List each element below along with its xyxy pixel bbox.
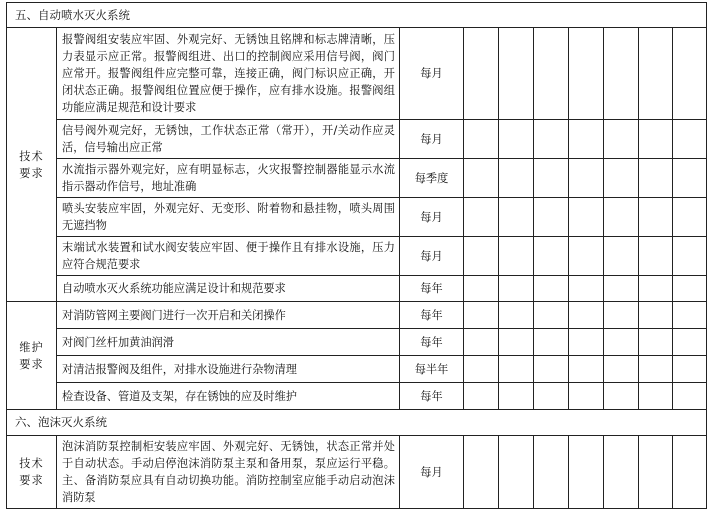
section-header-row bbox=[7, 3, 707, 28]
check-cell bbox=[464, 237, 499, 276]
check-cell bbox=[464, 356, 499, 383]
check-cell bbox=[673, 120, 707, 159]
frequency-cell: 每月 bbox=[400, 28, 464, 120]
check-cell bbox=[534, 28, 569, 120]
check-cell bbox=[499, 329, 534, 356]
requirement-cell: 对清洁报警阀及组件，对排水设施进行杂物清理 bbox=[57, 356, 400, 383]
check-cell bbox=[499, 159, 534, 198]
check-cell bbox=[534, 159, 569, 198]
frequency-cell: 每年 bbox=[400, 383, 464, 410]
check-cell bbox=[499, 198, 534, 237]
check-cell bbox=[499, 356, 534, 383]
requirement-cell: 信号阀外观完好，无锈蚀，工作状态正常（常开），开/关动作应灵活，信号输出应正常 bbox=[57, 120, 400, 159]
check-cell bbox=[569, 436, 604, 509]
check-cell bbox=[639, 329, 673, 356]
check-cell bbox=[464, 159, 499, 198]
check-cell bbox=[673, 159, 707, 198]
frequency-cell: 每年 bbox=[400, 329, 464, 356]
check-cell bbox=[604, 28, 639, 120]
category-cell: 维护 要求 bbox=[7, 302, 57, 410]
check-cell bbox=[639, 276, 673, 302]
table-row bbox=[7, 383, 707, 410]
table-row bbox=[7, 356, 707, 383]
check-cell bbox=[604, 276, 639, 302]
frequency-cell: 每月 bbox=[400, 436, 464, 509]
table-row bbox=[7, 302, 707, 329]
check-cell bbox=[604, 302, 639, 329]
check-cell bbox=[534, 276, 569, 302]
check-cell bbox=[499, 28, 534, 120]
section-header-row bbox=[7, 410, 707, 436]
table-row bbox=[7, 276, 707, 302]
check-cell bbox=[464, 276, 499, 302]
check-cell bbox=[639, 436, 673, 509]
check-cell bbox=[604, 436, 639, 509]
check-cell bbox=[569, 302, 604, 329]
category-cell: 技术 要求 bbox=[7, 436, 57, 509]
check-cell bbox=[673, 436, 707, 509]
requirement-cell: 报警阀组安装应牢固、外观完好、无锈蚀且铭牌和标志牌清晰，压力表显示应正常。报警阀组进、出口的控制阀应采用信号阀，阀门应常开。报警阀组件应完整可靠，连接正确，阀门标识应正确，开闭状态正确。报警阀组位置应便于操作，应有排水设施。报警阀组功能应满足规范和设计要求 bbox=[57, 28, 400, 120]
table-row bbox=[7, 159, 707, 198]
check-cell bbox=[569, 383, 604, 410]
check-cell bbox=[639, 302, 673, 329]
table-row bbox=[7, 28, 707, 120]
category-cell: 技术 要求 bbox=[7, 28, 57, 302]
check-cell bbox=[464, 302, 499, 329]
check-cell bbox=[639, 159, 673, 198]
check-cell bbox=[534, 436, 569, 509]
check-cell bbox=[673, 198, 707, 237]
table-row bbox=[7, 237, 707, 276]
check-cell bbox=[639, 120, 673, 159]
requirement-cell: 对阀门丝杆加黄油润滑 bbox=[57, 329, 400, 356]
table-row bbox=[7, 198, 707, 237]
check-cell bbox=[604, 356, 639, 383]
check-cell bbox=[604, 198, 639, 237]
check-cell bbox=[673, 302, 707, 329]
check-cell bbox=[499, 237, 534, 276]
frequency-cell: 每月 bbox=[400, 120, 464, 159]
requirement-cell: 对消防管网主要阀门进行一次开启和关闭操作 bbox=[57, 302, 400, 329]
frequency-cell: 每月 bbox=[400, 198, 464, 237]
check-cell bbox=[464, 198, 499, 237]
frequency-cell: 每半年 bbox=[400, 356, 464, 383]
check-cell bbox=[639, 356, 673, 383]
section-title: 六、泡沫灭火系统 bbox=[7, 410, 707, 436]
section-title: 五、自动喷水灭火系统 bbox=[7, 3, 707, 28]
table-row bbox=[7, 329, 707, 356]
frequency-cell: 每月 bbox=[400, 237, 464, 276]
table-row bbox=[7, 436, 707, 509]
requirement-cell: 泡沫消防泵控制柜安装应牢固、外观完好、无锈蚀，状态正常并处于自动状态。手动启停泡沫消防泵主泵和备用泵，泵应运行平稳。主、备消防泵应具有自动切换功能。消防控制室应能手动启动泡沫消防泵 bbox=[57, 436, 400, 509]
check-cell bbox=[534, 237, 569, 276]
check-cell bbox=[673, 237, 707, 276]
check-cell bbox=[464, 120, 499, 159]
check-cell bbox=[604, 329, 639, 356]
frequency-cell: 每年 bbox=[400, 276, 464, 302]
check-cell bbox=[499, 120, 534, 159]
check-cell bbox=[639, 383, 673, 410]
table-row bbox=[7, 120, 707, 159]
check-cell bbox=[464, 329, 499, 356]
check-cell bbox=[604, 120, 639, 159]
check-cell bbox=[569, 276, 604, 302]
frequency-cell: 每年 bbox=[400, 302, 464, 329]
check-cell bbox=[499, 383, 534, 410]
check-cell bbox=[673, 276, 707, 302]
check-cell bbox=[569, 198, 604, 237]
check-cell bbox=[639, 237, 673, 276]
check-cell bbox=[499, 302, 534, 329]
check-cell bbox=[499, 276, 534, 302]
check-cell bbox=[639, 28, 673, 120]
check-cell bbox=[569, 356, 604, 383]
check-cell bbox=[534, 302, 569, 329]
inspection-table bbox=[6, 2, 707, 509]
check-cell bbox=[569, 329, 604, 356]
check-cell bbox=[604, 383, 639, 410]
check-cell bbox=[464, 28, 499, 120]
check-cell bbox=[499, 436, 534, 509]
check-cell bbox=[534, 120, 569, 159]
check-cell bbox=[534, 383, 569, 410]
check-cell bbox=[464, 383, 499, 410]
frequency-cell: 每季度 bbox=[400, 159, 464, 198]
check-cell bbox=[673, 383, 707, 410]
requirement-cell: 水流指示器外观完好，应有明显标志，火灾报警控制器能显示水流指示器动作信号，地址准确 bbox=[57, 159, 400, 198]
requirement-cell: 检查设备、管道及支架，存在锈蚀的应及时维护 bbox=[57, 383, 400, 410]
requirement-cell: 喷头安装应牢固，外观完好、无变形、附着物和悬挂物，喷头周围无遮挡物 bbox=[57, 198, 400, 237]
check-cell bbox=[673, 329, 707, 356]
check-cell bbox=[639, 198, 673, 237]
check-cell bbox=[569, 237, 604, 276]
check-cell bbox=[464, 436, 499, 509]
check-cell bbox=[673, 28, 707, 120]
check-cell bbox=[673, 356, 707, 383]
requirement-cell: 自动喷水灭火系统功能应满足设计和规范要求 bbox=[57, 276, 400, 302]
check-cell bbox=[604, 159, 639, 198]
check-cell bbox=[534, 198, 569, 237]
check-cell bbox=[604, 237, 639, 276]
check-cell bbox=[534, 356, 569, 383]
check-cell bbox=[569, 28, 604, 120]
check-cell bbox=[569, 159, 604, 198]
check-cell bbox=[534, 329, 569, 356]
check-cell bbox=[569, 120, 604, 159]
requirement-cell: 末端试水装置和试水阀安装应牢固、便于操作且有排水设施，压力应符合规范要求 bbox=[57, 237, 400, 276]
